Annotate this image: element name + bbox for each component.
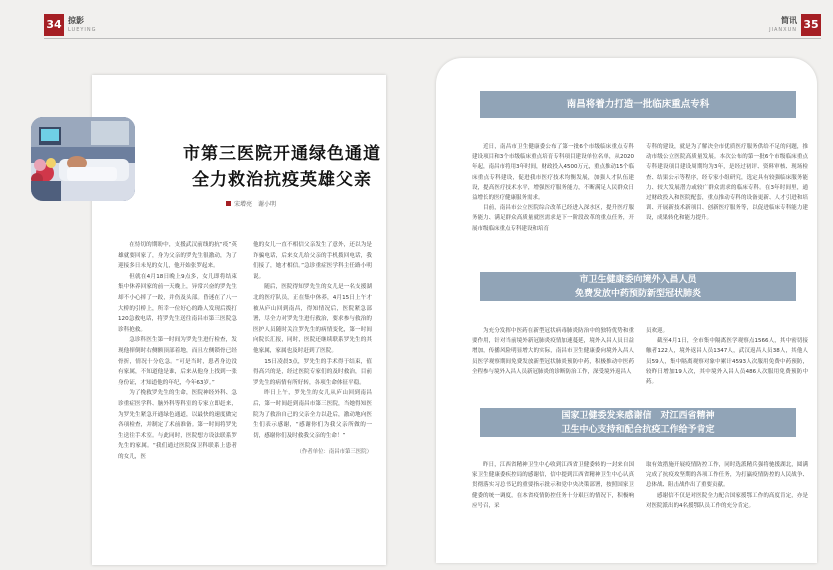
section-title (68, 16, 97, 35)
news-body-1 (472, 142, 808, 234)
hospital-patient-photo (31, 117, 135, 201)
paragraph: 感谢信不仅是对医院全力配合国家援鄂工作的高度肯定，亦是对医院派出的4名援鄂队员工作的充分肯定。 (646, 492, 808, 509)
page-number: 35 (801, 14, 821, 36)
paragraph: 在恃切的期盼中，支援武汉前线的抗“疫”英雄就要回家了，身为父亲的罗先生很激动，为了迎接多日未见的女儿，他开始张罗起来。 (118, 242, 237, 270)
news-column (646, 326, 808, 387)
paragraph: 近日，南昌市卫生健康委公布了第一批6个市级临床重点专科建设项目和3个市级临床重点培育专科项目建设单位名单，从2020年起，南昌市将用3年时间，财政投入4500万元，重点推动15个临床重点专科建设，促进我市医疗技术均衡发展，加强人才队伍建设，提高医疗技术水平，增强医疗服务能力，不断满足人民群众日益增长的医疗健康服务需求。 (472, 144, 634, 202)
left-page (0, 0, 416, 570)
news-column (646, 460, 808, 511)
article-column-2 (253, 240, 372, 462)
header-rule (416, 38, 821, 39)
byline (226, 199, 276, 208)
news-column (472, 460, 634, 511)
paragraph: 昨日上午，罗先生的女儿从庐山回到南昌后，第一时间赶到南昌市第三医院，当她得知医院为了救治自己的父亲全力以赴后，激动地向医生们表示感谢，“感谢你们为我父亲所做的一切，感谢你们及时救我父亲的生命！” (253, 390, 372, 439)
paragraph: 取有效措施开展疫情防控工作，同时选派精兵强将驰援湖北，圆满完成了抗疫攻坚期的各项工作任务，为打赢疫情防控的人民战争、总体战、阻击战作出了重要贡献。 (646, 462, 808, 489)
article-title-line: 市第三医院开通绿色通道 (183, 144, 381, 164)
news-body-2 (472, 326, 808, 387)
page-number: 34 (44, 14, 64, 36)
section-title-en: LUEYING (68, 27, 97, 33)
paragraph: 专科的建设，就是为了解决全市优质医疗服务供给不足的问题，推动市级公立医院高质量发展。本次公布的第一批6个市级临床重点专科建设项目建设周期均为3年，是经过初评、资料审核、现场检查、结果公示等程序，经专家小组研究，选定具有较强临床服务能力、较大发展潜力或较广群众需求的临床专科。在3年时间里，通过财政投入和医院配套，重点推动专科的设备更新、人才引进和培训、开展新技术新项目、创新医疗服务等，以促进临床专科能力建设，成果转化和能力提升。 (646, 144, 808, 222)
news-headline-1: 南昌将着力打造一批临床重点专科 (480, 91, 796, 118)
paragraph: 截至4月1日，全市集中隔离医学观察点1566人，其中密切接触者122人，境外返昌人员1347人，武汉返昌人员38人，其他人员59人，集中隔离观察对象中累计4593人次服用免费中药预防，较昨日增加19人次，其中境外入昌人员486人次服用免费预防中药。 (646, 338, 808, 386)
header-rule (44, 38, 416, 39)
paragraph: 员欢迎。 (646, 328, 669, 334)
article-title (172, 141, 392, 193)
news-column (646, 142, 808, 234)
section-title-en: JIANXUN (769, 27, 797, 33)
news-column (472, 326, 634, 387)
headline-line: 免费发放中药预防新型冠状肺炎 (574, 289, 701, 299)
paragraph: 急诊科医生第一时间为罗先生进行检查，发现他摔倒时右侧额顶部着地，而且左侧锁骨已经骨折，情况十分危急。“可是当时，患者身边没有家属，不知道他是谁，后来从他身上找到一张身份证，才知道他的年纪，今年63岁。” (118, 337, 237, 386)
paragraph: 为充分发挥中医药在新型冠状病毒肺炎防治中的独特优势和重要作用，针对当前境外新冠肺炎疫情加速蔓延，境外入昌人员日益增加，传播风险明显增大的实际，南昌市卫生健康委向境外入昌人员医学观察期间免费发放新型冠状肺炎预防中药，积极推动中医药全程参与境外入昌人员新冠肺炎的诊断防治工作，深受境外返昌人 (472, 328, 634, 375)
byline-marker-icon (226, 201, 231, 206)
paragraph: 为了挽救罗先生的生命，医院神经外科、急诊重症医学科、脑外科等科室的专家立即赶来，为罗先生紧急开通绿色通道，以最快的速度做完各项检查，并制定了术前准备。第一时间将罗先生送往手术室。与此同时，医院想方设法联系罗先生的家属。“我们通过医院保卫科联系上患者的女儿，医 (118, 390, 237, 460)
hospital-photo-illustration (31, 117, 135, 201)
headline-line: 卫生中心支持和配合抗疫工作给予肯定 (561, 425, 715, 435)
news-headline-3 (480, 408, 796, 437)
article-body (118, 240, 372, 462)
article-column-1 (118, 240, 237, 462)
author-affiliation: （作者单位：南昌市第三医院） (296, 449, 372, 456)
paragraph: 15日凌晨3点，罗先生的手术得于结束，值得高兴的是，经过医院专家们的及时救治，目前罗先生的病情有所好转，各项生命体征平稳。 (253, 358, 372, 386)
paragraph: 随后，医院得知罗先生的女儿是一名支援湖北的医疗队员，正在集中休养，4月15日上午才被从庐山回到南昌，得知情况后，医院紧急部署，尽全力对罗先生进行救治，要求参与救治的医护人员随时关注罗先生的病情变化，第一时间向院长汇报，同时，医院还继续联系罗先生的其他家属，家属也及时赶到了医院。 (253, 284, 372, 354)
paragraph: 但就在4月18日晚上9点多，女儿即将结束集中休养回家的前一天晚上，异常兴奋的罗先生却不小心摔了一跤，并伤及头部。昏迷在了八一大桥的引桥上，所幸一位好心的路人发现后拨打120急救电话，将罗先生送往南昌市第三医院急诊科抢救。 (118, 273, 237, 333)
news-column (472, 142, 634, 234)
headline-line: 市卫生健康委向境外入昌人员 (579, 275, 697, 285)
section-title-cn: 简讯 (781, 16, 797, 25)
news-body-3 (472, 460, 808, 511)
paragraph: 昨日，江西省精神卫生中心收到江西省卫健委转的一封来自国家卫生健康委疾控局的感谢信，信中提到江西省精神卫生中心认真贯彻落实习总书记的重要指示批示和党中央决策部署，按照国家卫健委的统一调度，在本省疫情防控任务十分艰巨的情况下，积极响应号召，采 (472, 462, 634, 509)
headline-line: 国家卫健委发来感谢信 对江西省精神 (561, 411, 715, 421)
news-brief-panel (436, 58, 817, 563)
byline-authors: 宋增亮 谢小明 (234, 201, 277, 208)
section-title (769, 16, 797, 35)
news-headline-2 (480, 272, 796, 301)
article-title-line: 全力救治抗疫英雄父亲 (192, 170, 372, 190)
paragraph: 他的女儿一直不相信父亲发生了意外，还以为是诈骗电话，后来女儿给父亲的手机拨回电话，我们接了，她才相信。”急诊重症医学科主任路小明说。 (253, 242, 372, 280)
paragraph: 目前，南昌市公立医院综合改革已经进入深水区，提升医疗服务能力、满足群众高质量就医需求是下一阶段改革的重点任务，开展市级临床重点专科建设和培育 (472, 205, 634, 232)
section-title-cn: 掠影 (68, 16, 84, 25)
right-page (416, 0, 833, 570)
